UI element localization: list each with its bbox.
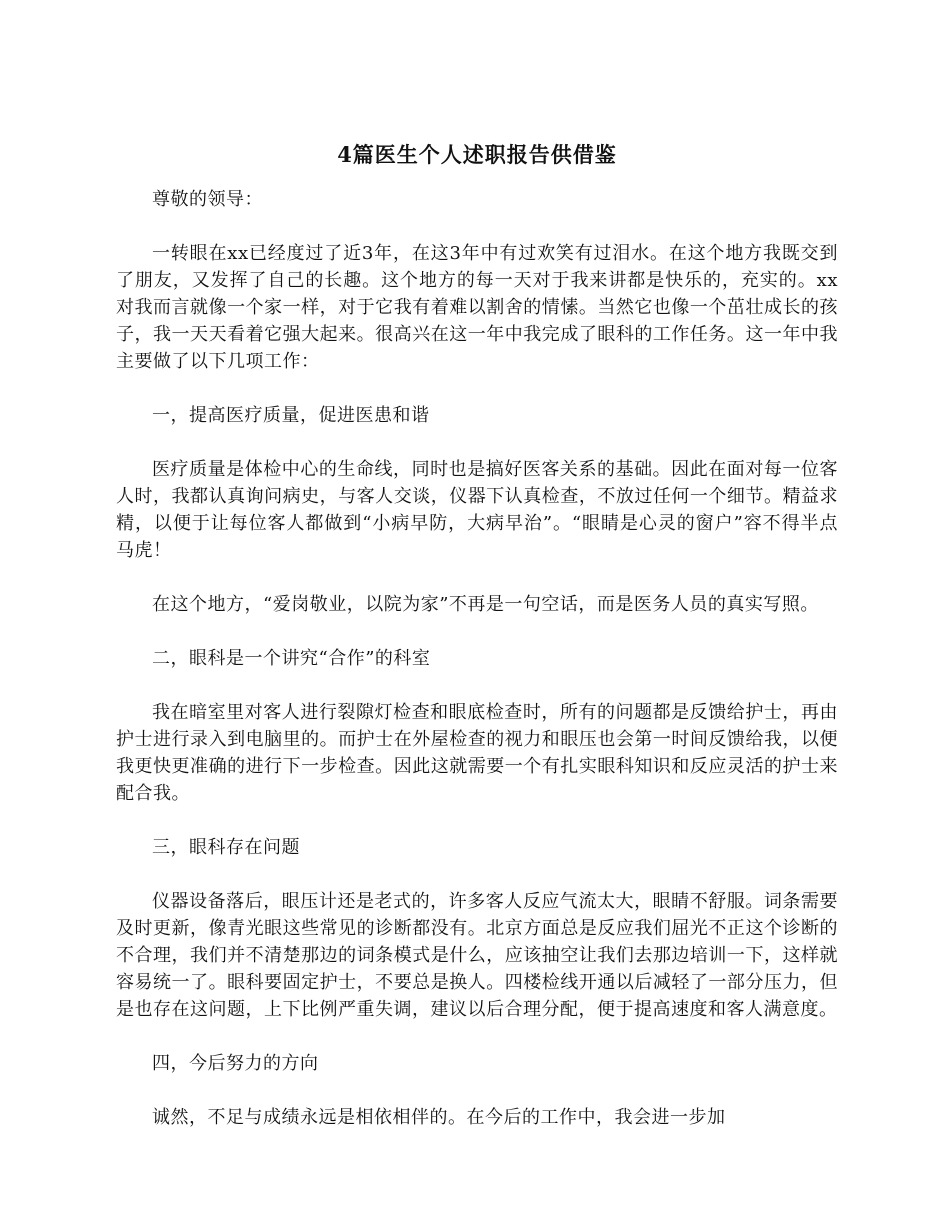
section-2-paragraph-1: 我在暗室里对客人进行裂隙灯检查和眼底检查时，所有的问题都是反馈给护士，再由护士进行录入到电脑里的。而护士在外屋检查的视力和眼压也会第一时间反馈给我，以便我更快更准确的进行下一步检查。因此这就需要一个有扎实眼科知识和反应灵活的护士来配合我。 <box>116 702 838 804</box>
salutation: 尊敬的领导： <box>152 189 263 210</box>
section-3-paragraph-1: 仪器设备落后，眼压计还是老式的，许多客人反应气流太大，眼睛不舒服。词条需要及时更新，像青光眼这些常见的诊断都没有。北京方面总是反应我们屈光不正这个诊断的不合理，我们并不清楚那边的词条模式是什么，应该抽空让我们去那边培训一下，这样就容易统一了。眼科要固定护士，不要总是换人。四楼检线开通以后减轻了一部分压力，但是也存在这问题，上下比例严重失调，建议以后合理分配，便于提高速度和客人满意度。 <box>116 891 838 1020</box>
section-1-heading: 一，提高医疗质量，促进医患和谐 <box>152 405 430 426</box>
section-4-heading: 四，今后努力的方向 <box>152 1053 319 1074</box>
section-1-paragraph-2: 在这个地方，“爱岗敬业，以院为家”不再是一句空话，而是医务人员的真实写照。 <box>152 594 819 615</box>
document-title: 4篇医生个人述职报告供借鉴 <box>337 142 617 167</box>
section-4-paragraph-1: 诚然，不足与成绩永远是相依相伴的。在今后的工作中，我会进一步加 <box>152 1107 726 1128</box>
document-page <box>116 140 838 1158</box>
section-3-heading: 三，眼科存在问题 <box>152 837 300 858</box>
intro-paragraph: 一转眼在xx已经度过了近3年，在这3年中有过欢笑有过泪水。在这个地方我既交到了朋友，又发挥了自己的长趣。这个地方的每一天对于我来讲都是快乐的，充实的。xx对我而言就像一个家一样，对于它我有着难以割舍的情愫。当然它也像一个茁壮成长的孩子，我一天天看着它强大起来。很高兴在这一年中我完成了眼科的工作任务。这一年中我主要做了以下几项工作： <box>116 243 838 372</box>
section-1-paragraph-1: 医疗质量是体检中心的生命线，同时也是搞好医客关系的基础。因此在面对每一位客人时，我都认真询问病史，与客人交谈，仪器下认真检查，不放过任何一个细节。精益求精，以便于让每位客人都做到“小病早防，大病早治”。“眼睛是心灵的窗户”容不得半点马虎！ <box>116 459 838 561</box>
section-2-heading: 二，眼科是一个讲究“合作”的科室 <box>152 648 431 669</box>
